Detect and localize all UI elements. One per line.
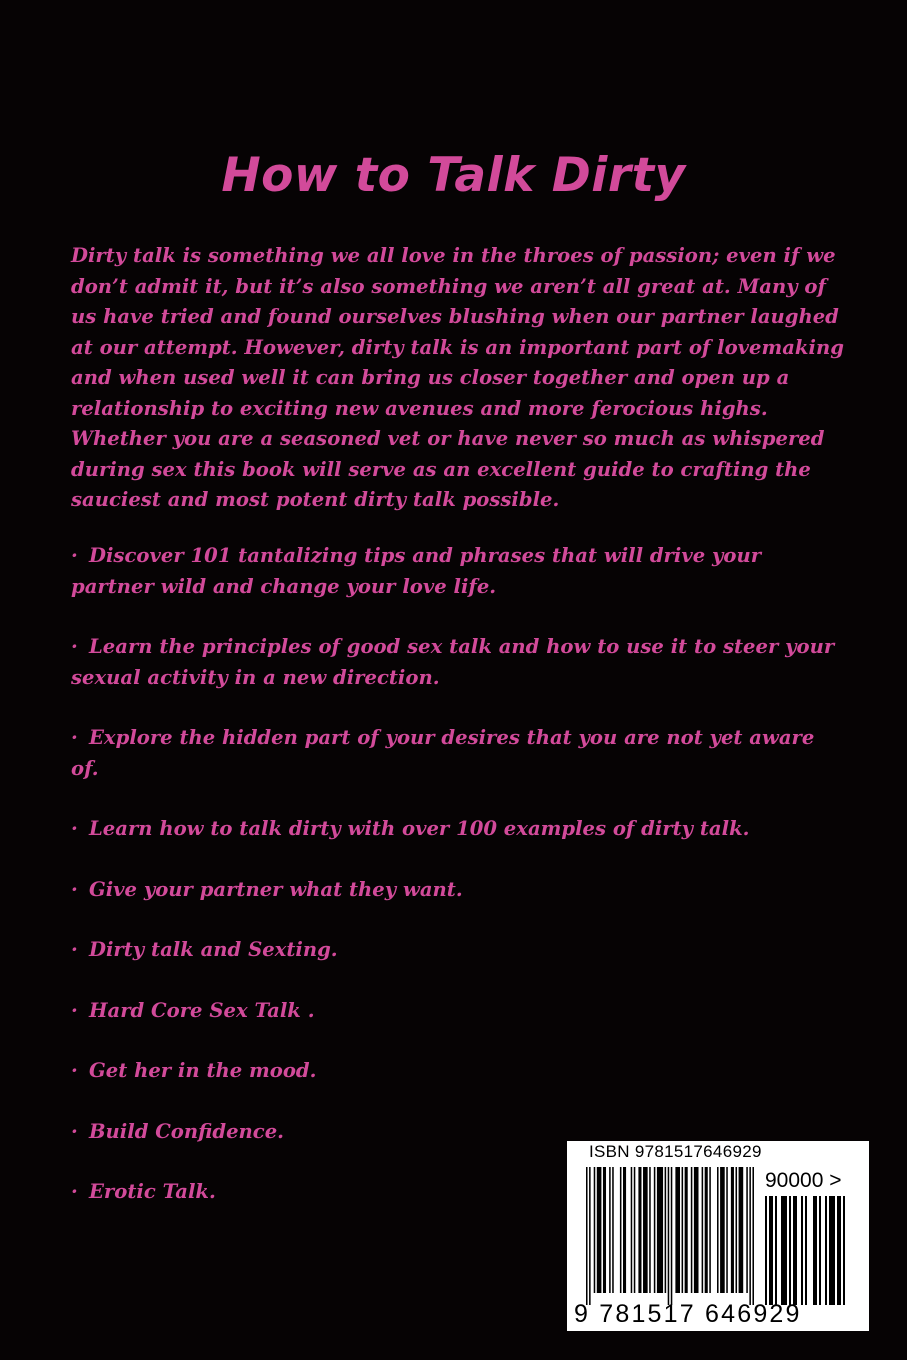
- feature-text: Explore the hidden part of your desires that you are not yet aware of.: [71, 726, 815, 780]
- barcode-bar: [586, 1167, 588, 1305]
- barcode-bar: [657, 1167, 663, 1293]
- barcode-bar: [801, 1196, 803, 1305]
- bullet-dot: ·: [71, 1059, 78, 1082]
- barcode-bar: [705, 1167, 708, 1293]
- price-code: 90000 >: [765, 1169, 842, 1192]
- book-title: How to Talk Dirty: [221, 148, 686, 203]
- feature-item: [71, 1056, 846, 1087]
- barcode-bar: [837, 1196, 841, 1305]
- barcode-bar: [749, 1167, 751, 1305]
- bullet-dot: ·: [71, 544, 78, 567]
- bullet-dot: ·: [71, 726, 78, 749]
- addon-barcode-bars: [765, 1196, 845, 1305]
- barcode-bar: [769, 1196, 773, 1305]
- bullet-dot: ·: [71, 938, 78, 961]
- feature-item: [71, 996, 846, 1027]
- feature-text: Hard Core Sex Talk .: [89, 998, 315, 1022]
- feature-text: Give your partner what they want.: [89, 877, 463, 901]
- barcode-bar: [805, 1196, 807, 1305]
- barcode-bar: [694, 1167, 699, 1293]
- barcode-bar: [702, 1167, 704, 1293]
- feature-item: [71, 723, 846, 784]
- barcode-bar: [631, 1167, 633, 1293]
- isbn-label: ISBN 9781517646929: [589, 1142, 762, 1161]
- feature-item: [71, 814, 846, 845]
- barcode-digits: 9 781517 646929: [574, 1300, 802, 1328]
- barcode-bar: [829, 1196, 835, 1305]
- barcode-bar: [819, 1196, 821, 1305]
- barcode-bar: [843, 1196, 845, 1305]
- feature-text: Build Confidence.: [89, 1119, 284, 1143]
- barcode-bar: [691, 1167, 693, 1293]
- bullet-dot: ·: [71, 1119, 78, 1143]
- barcode-bar: [789, 1196, 791, 1305]
- barcode-bar: [720, 1167, 725, 1293]
- barcode-bar: [609, 1167, 611, 1293]
- barcode-bar: [736, 1167, 738, 1293]
- barcode-bar: [731, 1167, 734, 1293]
- barcode-bar: [717, 1167, 719, 1293]
- barcode-bar: [793, 1196, 797, 1305]
- feature-text: Erotic Talk.: [89, 1180, 216, 1203]
- isbn-barcode: [567, 1141, 869, 1331]
- barcode-bar: [589, 1167, 591, 1305]
- barcode-bar: [668, 1167, 670, 1305]
- barcode-bar: [675, 1167, 680, 1293]
- feature-item: [71, 632, 846, 693]
- barcode-bar: [739, 1167, 744, 1293]
- bullet-dot: ·: [71, 635, 78, 658]
- barcode-bar: [813, 1196, 817, 1305]
- feature-text: Learn how to talk dirty with over 100 examples of dirty talk.: [89, 817, 750, 840]
- barcode-bar: [612, 1167, 614, 1293]
- feature-list: [71, 541, 846, 1238]
- barcode-bar: [825, 1196, 827, 1305]
- feature-item: [71, 935, 846, 966]
- barcode-bar: [603, 1167, 606, 1293]
- bullet-dot: ·: [71, 817, 78, 840]
- bullet-dot: ·: [71, 877, 78, 901]
- feature-item: [71, 541, 846, 602]
- barcode-bar: [649, 1167, 651, 1293]
- main-barcode-bars: [586, 1167, 754, 1305]
- barcode-bar: [665, 1167, 667, 1293]
- barcode-bar: [597, 1167, 602, 1293]
- barcode-bar: [781, 1196, 787, 1305]
- bullet-dot: ·: [71, 998, 78, 1022]
- feature-text: Discover 101 tantalizing tips and phrases that will drive your partner wild and change your love life.: [71, 544, 762, 598]
- bullet-dot: ·: [71, 1180, 78, 1203]
- barcode-bar: [746, 1167, 748, 1293]
- barcode-bar: [682, 1167, 684, 1293]
- intro-paragraph: Dirty talk is something we all love in the throes of passion; even if we don’t admit it, but it’s also something we aren’t all great at. Many of us have tried and found ourselves blushing when our partner laughed at our attempt. However, dirty talk is an important part of lovemaking and when used well it can bring us closer together and open up a relationship to exciting new avenues and more ferocious highs. Whether you are a seasoned vet or have never so much as whispered during sex this book will serve as an excellent guide to crafting the sauciest and most potent dirty talk possible.: [71, 244, 844, 511]
- feature-text: Dirty talk and Sexting.: [89, 938, 338, 961]
- barcode-bar: [643, 1167, 648, 1293]
- barcode-bar: [594, 1167, 596, 1293]
- barcode-bar: [634, 1167, 636, 1293]
- feature-item: [71, 875, 846, 906]
- barcode-bar: [671, 1167, 673, 1305]
- barcode-bar: [765, 1196, 767, 1305]
- barcode-bar: [775, 1196, 777, 1305]
- barcode-bar: [726, 1167, 728, 1293]
- barcode-bar: [638, 1167, 641, 1293]
- barcode-bar: [620, 1167, 622, 1293]
- barcode-bar: [685, 1167, 688, 1293]
- barcode-bar: [623, 1167, 626, 1293]
- feature-text: Get her in the mood.: [89, 1059, 317, 1082]
- feature-text: Learn the principles of good sex talk and how to use it to steer your sexual activity in a new direction.: [71, 635, 835, 689]
- barcode-bar: [654, 1167, 656, 1293]
- barcode-bar: [709, 1167, 711, 1293]
- barcode-bar: [752, 1167, 754, 1305]
